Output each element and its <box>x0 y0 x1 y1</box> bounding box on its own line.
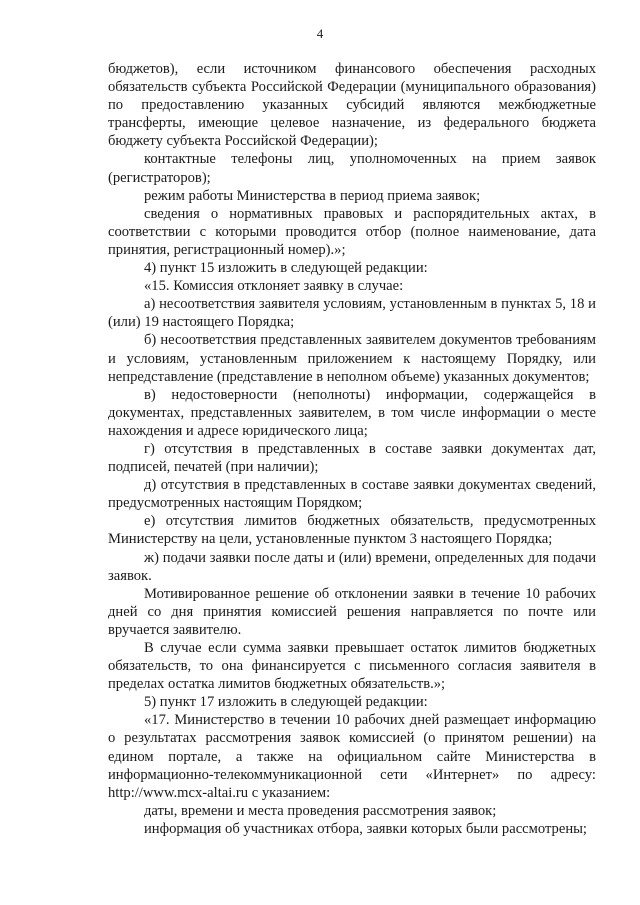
paragraph: бюджетов), если источником финансового обеспечения расходных обязательств субъекта Российской Федерации (муниципального образования) по предоставлению указанных субсидий являются межбюджетные трансферты, имеющие целевое назначение, из федерального бюджета бюджету субъекта Российской Федерации); <box>108 61 596 150</box>
paragraph: Мотивированное решение об отклонении заявки в течение 10 рабочих дней со дня принятия комиссией решения направляется по почте или вручается заявителю. <box>108 585 596 638</box>
document-body <box>108 60 596 838</box>
paragraph: «17. Министерство в течении 10 рабочих дней размещает информацию о результатах рассмотрения заявок комиссией (о принятом решении) на едином портале, а также на официальном сайте Министерства в информационно-телекоммуникационной сети «Интернет» по адресу: http://www.mcx-altai.ru с указанием: <box>108 712 596 801</box>
paragraph: 4) пункт 15 изложить в следующей редакции: <box>144 260 428 277</box>
paragraph: режим работы Министерства в период приема заявок; <box>144 187 481 204</box>
paragraph: а) несоответствия заявителя условиям, установленным в пунктах 5, 18 и (или) 19 настоящего Порядка; <box>108 296 596 331</box>
paragraph: б) несоответствия представленных заявителем документов требованиям и условиям, установленным приложением к настоящему Порядку, или непредставление (представление в неполном объеме) указанных документов; <box>108 332 596 385</box>
paragraph: информация об участниках отбора, заявки которых были рассмотрены; <box>144 820 587 837</box>
paragraph: В случае если сумма заявки превышает остаток лимитов бюджетных обязательств, то она финансируется с письменного согласия заявителя в пределах остатка лимитов бюджетных обязательств.»; <box>108 640 596 693</box>
paragraph: в) недостоверности (неполноты) информации, содержащейся в документах, представленных заявителем, в том числе информации о месте нахождения и адресе юридического лица; <box>108 386 596 439</box>
paragraph: ж) подачи заявки после даты и (или) времени, определенных для подачи заявок. <box>108 549 596 584</box>
paragraph: г) отсутствия в представленных в составе заявки документах дат, подписей, печатей (при наличии); <box>108 440 596 476</box>
page-number: 4 <box>316 26 324 41</box>
paragraph: д) отсутствия в представленных в составе заявки документах сведений, предусмотренных настоящим Порядком; <box>108 477 596 512</box>
paragraph: контактные телефоны лиц, уполномоченных на прием заявок (регистраторов); <box>108 151 596 186</box>
paragraph: 5) пункт 17 изложить в следующей редакции: <box>144 694 428 711</box>
paragraph: «15. Комиссия отклоняет заявку в случае: <box>144 278 404 295</box>
paragraph: даты, времени и места проведения рассмотрения заявок; <box>144 802 497 819</box>
paragraph: е) отсутствия лимитов бюджетных обязательств, предусмотренных Министерству на цели, установленные пунктом 3 настоящего Порядка; <box>108 513 596 548</box>
paragraph: сведения о нормативных правовых и распорядительных актах, в соответствии с которыми проводится отбор (полное наименование, дата принятия, регистрационный номер).»; <box>108 205 596 258</box>
